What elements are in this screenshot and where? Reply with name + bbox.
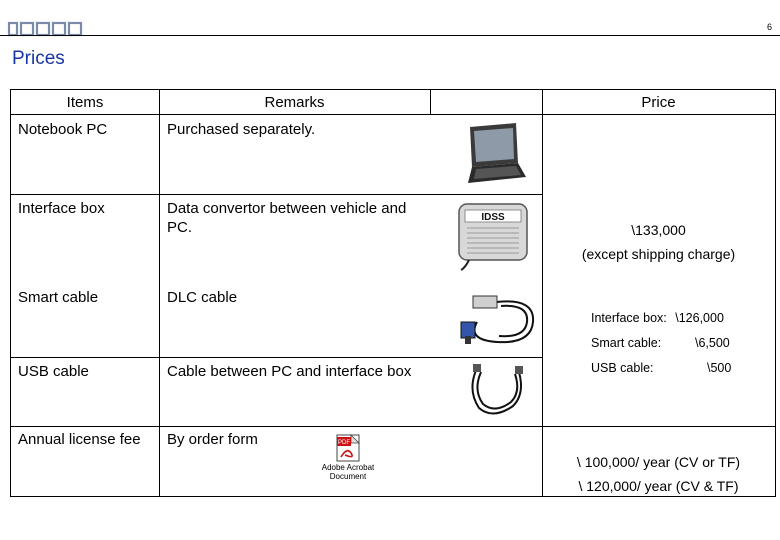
license-price bbox=[542, 450, 775, 498]
item-smart-cable: Smart cable bbox=[18, 289, 99, 306]
breakdown-value: \126,000 bbox=[675, 311, 724, 325]
usb-cable-image bbox=[463, 362, 533, 418]
page-number: 6 bbox=[766, 22, 772, 32]
bundle-price bbox=[542, 218, 775, 266]
breakdown-label: Smart cable: bbox=[591, 336, 662, 350]
svg-text:PDF: PDF bbox=[338, 440, 350, 446]
notebook-pc-image bbox=[458, 123, 528, 185]
price-breakdown bbox=[591, 306, 771, 381]
acrobat-label-line2: Document bbox=[329, 472, 367, 481]
adobe-acrobat-document-icon[interactable] bbox=[313, 433, 383, 485]
remarks-usb-cable: Cable between PC and interface box bbox=[167, 363, 412, 380]
breakdown-row-interface-box bbox=[591, 306, 771, 331]
bundle-price-note: (except shipping charge) bbox=[581, 246, 736, 262]
breakdown-label: USB cable: bbox=[591, 361, 654, 375]
row-divider bbox=[11, 426, 775, 427]
breakdown-label: Interface box: bbox=[591, 311, 667, 325]
row-divider bbox=[11, 194, 542, 195]
license-price-cv-and-tf: \ 120,000/ year (CV & TF) bbox=[578, 478, 739, 494]
header-divider bbox=[11, 114, 775, 115]
breakdown-value: \6,500 bbox=[695, 336, 730, 350]
column-divider bbox=[430, 90, 431, 114]
header-items: Items bbox=[66, 94, 104, 111]
breakdown-row-smart-cable bbox=[591, 331, 771, 356]
breakdown-value: \500 bbox=[707, 361, 732, 375]
column-divider bbox=[159, 90, 160, 496]
header-price: Price bbox=[641, 94, 676, 111]
remarks-annual-license-fee: By order form bbox=[167, 431, 258, 448]
bundle-price-amount: \133,000 bbox=[631, 222, 686, 238]
breakdown-row-usb-cable bbox=[591, 356, 771, 381]
row-divider bbox=[11, 357, 542, 358]
item-annual-license-fee: Annual license fee bbox=[18, 431, 141, 448]
item-notebook-pc: Notebook PC bbox=[18, 121, 108, 138]
page-title: Prices bbox=[12, 48, 65, 69]
license-price-cv-or-tf: \ 100,000/ year (CV or TF) bbox=[576, 454, 741, 470]
ids-label: IDSS bbox=[481, 212, 505, 223]
header-rule bbox=[0, 35, 780, 36]
acrobat-label-line1: Adobe Acrobat bbox=[321, 463, 375, 472]
item-usb-cable: USB cable bbox=[18, 363, 89, 380]
prices-table bbox=[10, 89, 776, 497]
header-remarks: Remarks bbox=[264, 94, 325, 111]
item-interface-box: Interface box bbox=[18, 200, 105, 217]
remarks-notebook-pc: Purchased separately. bbox=[167, 121, 316, 138]
remarks-smart-cable: DLC cable bbox=[167, 289, 238, 306]
smart-cable-image bbox=[447, 292, 543, 350]
remarks-interface-box: Data convertor between vehicle and PC. bbox=[167, 200, 407, 236]
interface-box-image bbox=[455, 202, 531, 272]
